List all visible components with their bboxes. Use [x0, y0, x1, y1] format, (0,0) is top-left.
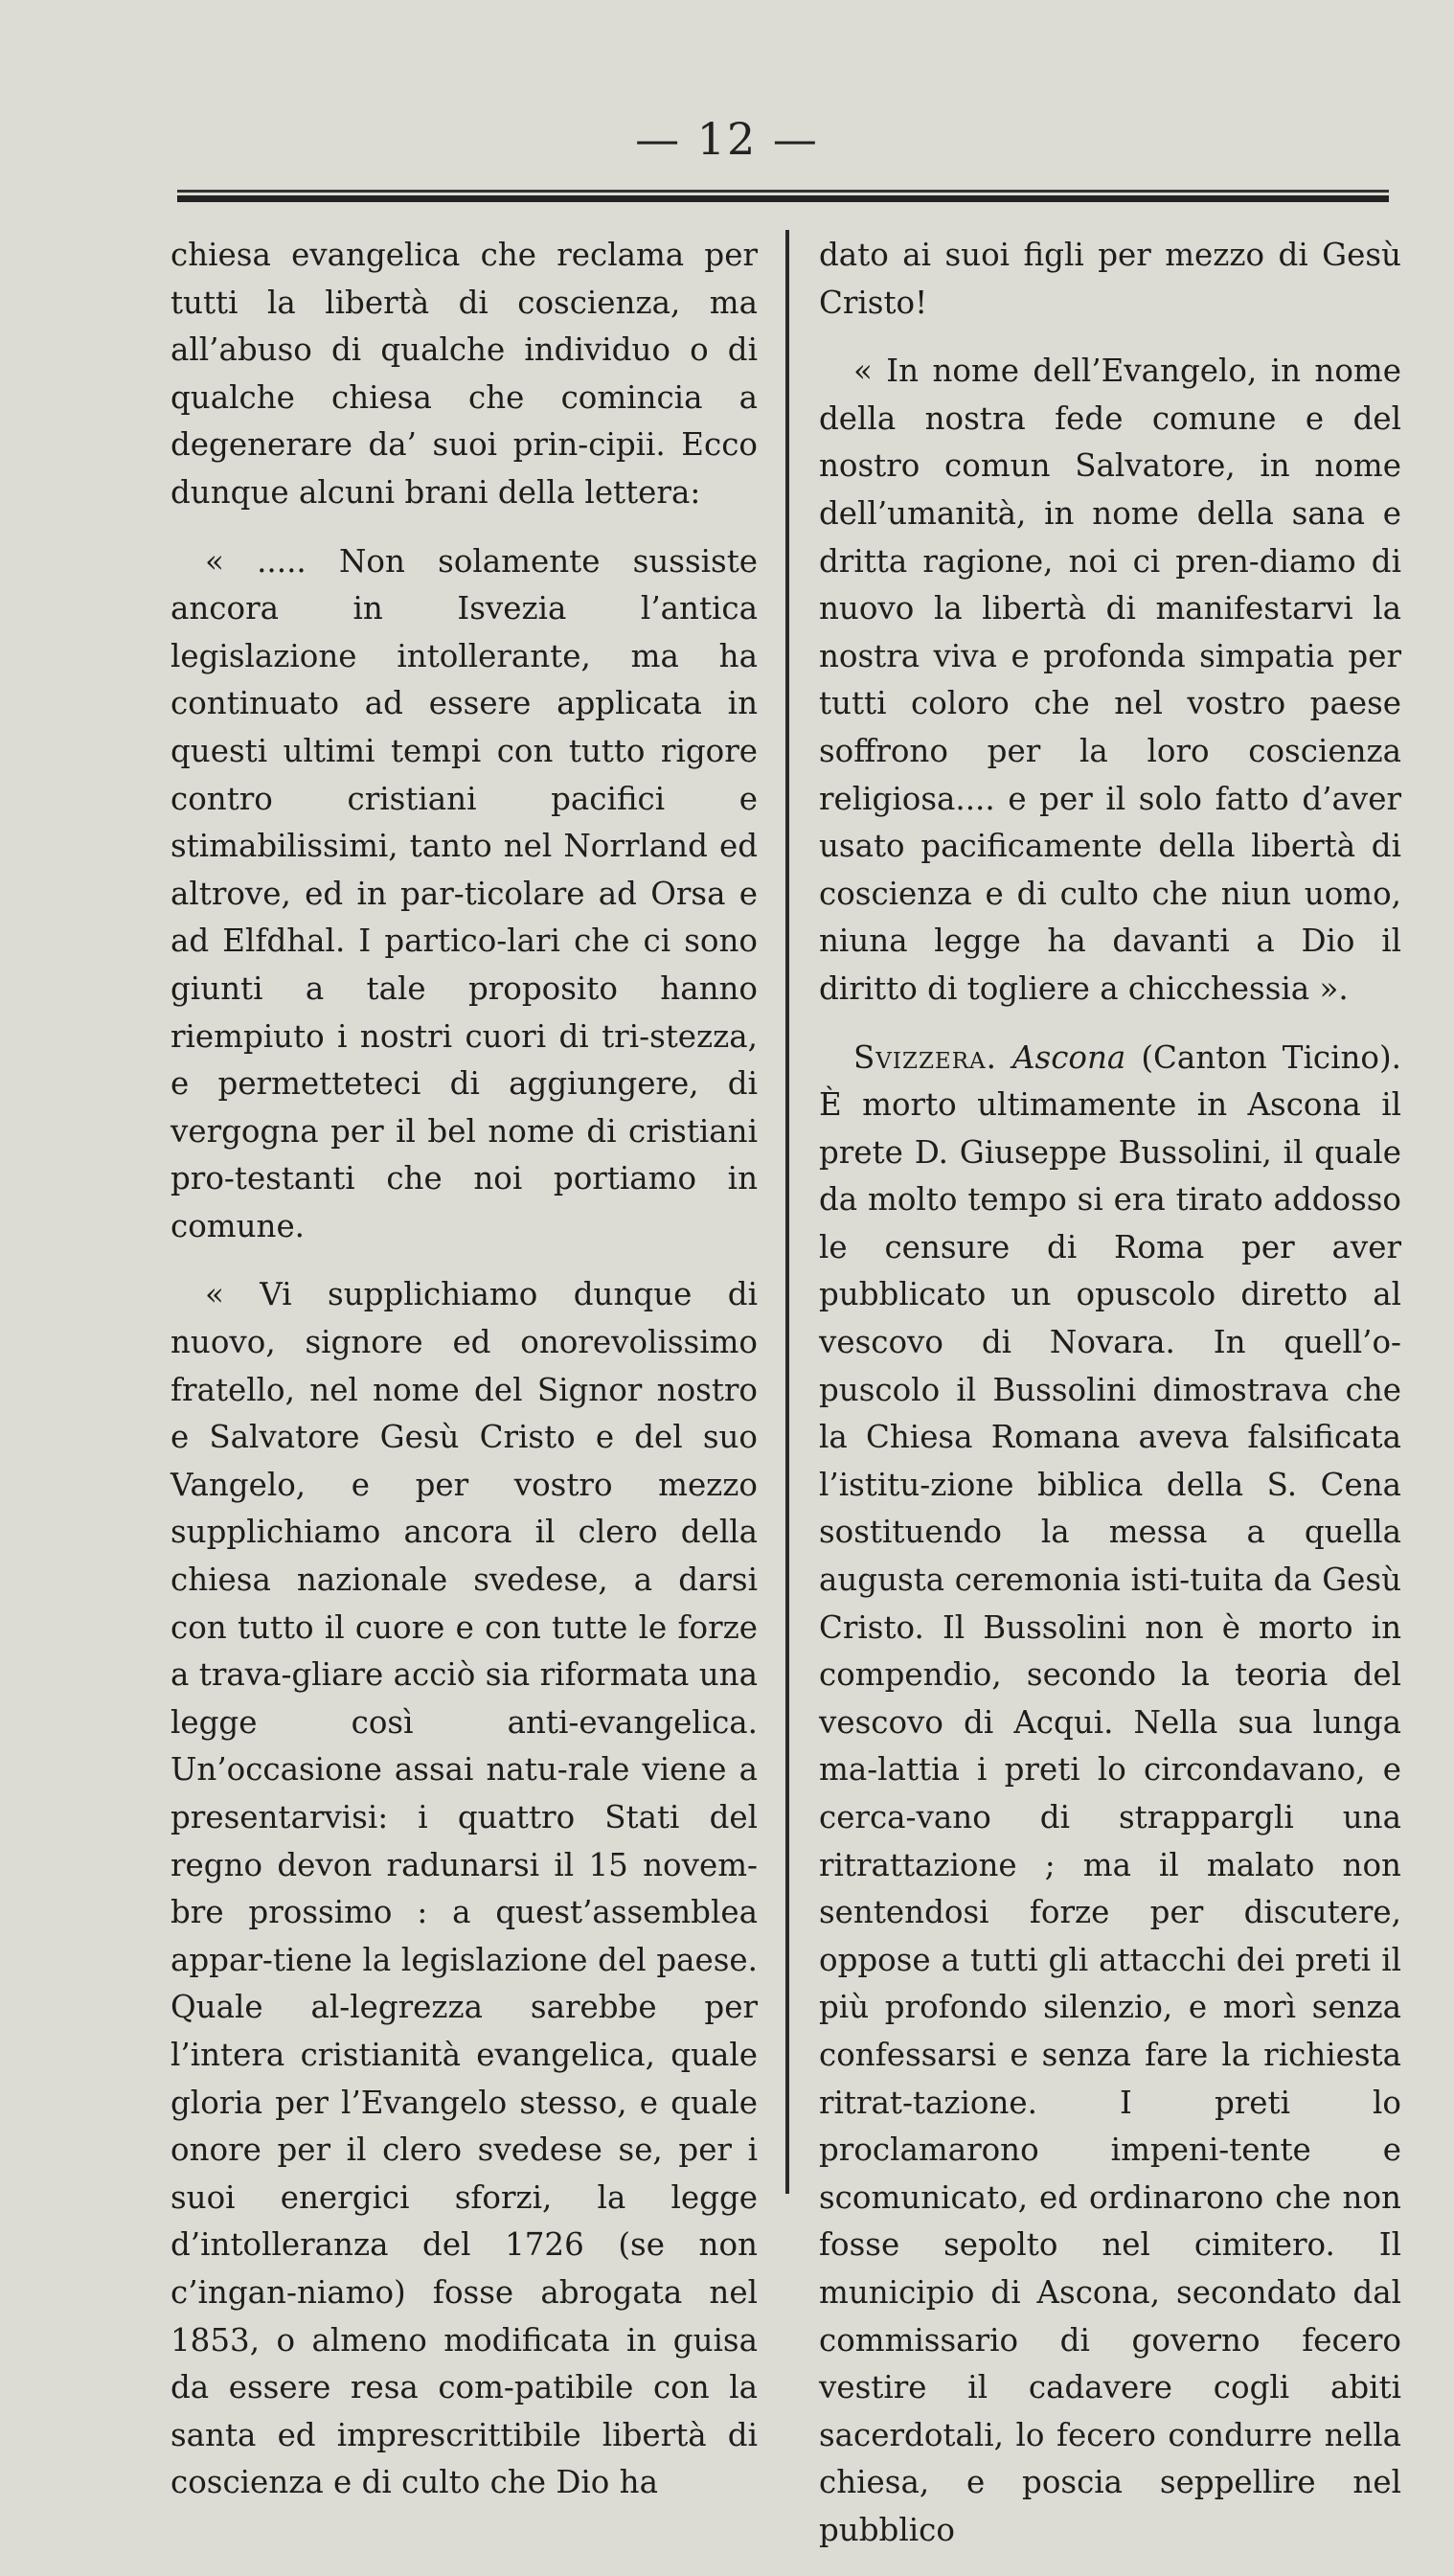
left-column: [170, 232, 758, 2528]
right-paragraph-1: dato ai suoi figli per mezzo di Gesù Cristo!: [819, 237, 1401, 321]
right-column: [819, 232, 1401, 2576]
right-paragraph-2: « In nome dell’Evangelo, in nome della nostra fede comune e del nostro comun Salvatore, in nome dell’umanità, in nome della sana e dritta ragione, noi ci pren-diamo di nuovo la libertà di manifestarvi la nostra viva e profonda simpatia per tutti coloro che nel vostro paese soffrono per la loro coscienza religiosa.... e per il solo fatto d’aver usato pacificamente della libertà di coscienza e di culto che niun uomo, niuna legge ha davanti a Dio il diritto di togliere a chicchessia ».: [819, 353, 1401, 1007]
column-divider: [785, 230, 789, 2194]
left-paragraph-2: « ..... Non solamente sussiste ancora in Isvezia l’antica legislazione intollerante, ma ha continuato ad essere applicata in questi ultimi tempi con tutto rigore contro cristiani pacifici e stimabilissimi, tanto nel Norrland ed altrove, ed in par-ticolare ad Orsa e ad Elfdhal. I partico-lari che ci sono giunti a tale proposito hanno riempiuto i nostri cuori di tri-stezza, e permetteteci di aggiungere, di vergogna per il bel nome di cristiani pro-testanti che noi portiamo in comune.: [170, 542, 758, 1244]
page-number: — 12 —: [635, 113, 819, 165]
place-ascona: Ascona: [1012, 1038, 1126, 1076]
left-paragraph-3: « Vi supplichiamo dunque di nuovo, signore ed onorevolissimo fratello, nel nome del Signor nostro e Salvatore Gesù Cristo e del suo Vangelo, e per vostro mezzo supplichiamo ancora il clero della chiesa nazionale svedese, a darsi con tutto il cuore e con tutte le forze a trava-gliare acciò sia riformata una legge così anti-evangelica. Un’occasione assai natu-rale viene a presentarvisi: i quattro Stati del regno devon radunarsi il 15 novem-bre prossimo : a quest’assemblea appar-tiene la legislazione del paese. Quale al-legrezza sarebbe per l’intera cristianità evangelica, quale gloria per l’Evangelo stesso, e quale onore per il clero svedese se, per i suoi energici sforzi, la legge d’intolleranza del 1726 (se non c’ingan-niamo) fosse abrogata nel 1853, o almeno modificata in guisa da essere resa com-patibile con la santa ed imprescrittibile libertà di coscienza e di culto che Dio ha: [170, 1276, 758, 2501]
left-paragraph-1: chiesa evangelica che reclama per tutti la libertà di coscienza, ma all’abuso di qualche individuo o di qualche chiesa che comincia a degenerare da’ suoi prin-cipii. Ecco dunque alcuni brani della lettera:: [170, 237, 758, 511]
section-heading-svizzera: Svizzera.: [853, 1038, 997, 1076]
header-rule: [177, 190, 1389, 202]
right-paragraph-3: [819, 1035, 1401, 2555]
svizzera-news-body: (Canton Ticino). È morto ultimamente in Ascona il prete D. Giuseppe Bussolini, il quale da molto tempo si era tirato addosso le censure di Roma per aver pubblicato un opuscolo diretto al vescovo di Novara. In quell’o-puscolo il Bussolini dimostrava che la Chiesa Romana aveva falsificata l’istitu-zione biblica della S. Cena sostituendo la messa a quella augusta ceremonia isti-tuita da Gesù Cristo. Il Bussolini non è morto in compendio, secondo la teoria del vescovo di Acqui. Nella sua lunga ma-lattia i preti lo circondavano, e cerca-vano di strappargli una ritrattazione ; ma il malato non sentendosi forze per discutere, oppose a tutti gli attacchi dei preti il più profondo silenzio, e morì senza confessarsi e senza fare la richiesta ritrat-tazione. I preti lo proclamarono impeni-tente e scomunicato, ed ordinarono che non fosse sepolto nel cimitero. Il municipio di Ascona, secondato dal commissario di governo fecero vestire il cadavere cogli abiti sacerdotali, lo fecero condurre nella chiesa, e poscia seppellire nel pubblico: [819, 1038, 1401, 2548]
